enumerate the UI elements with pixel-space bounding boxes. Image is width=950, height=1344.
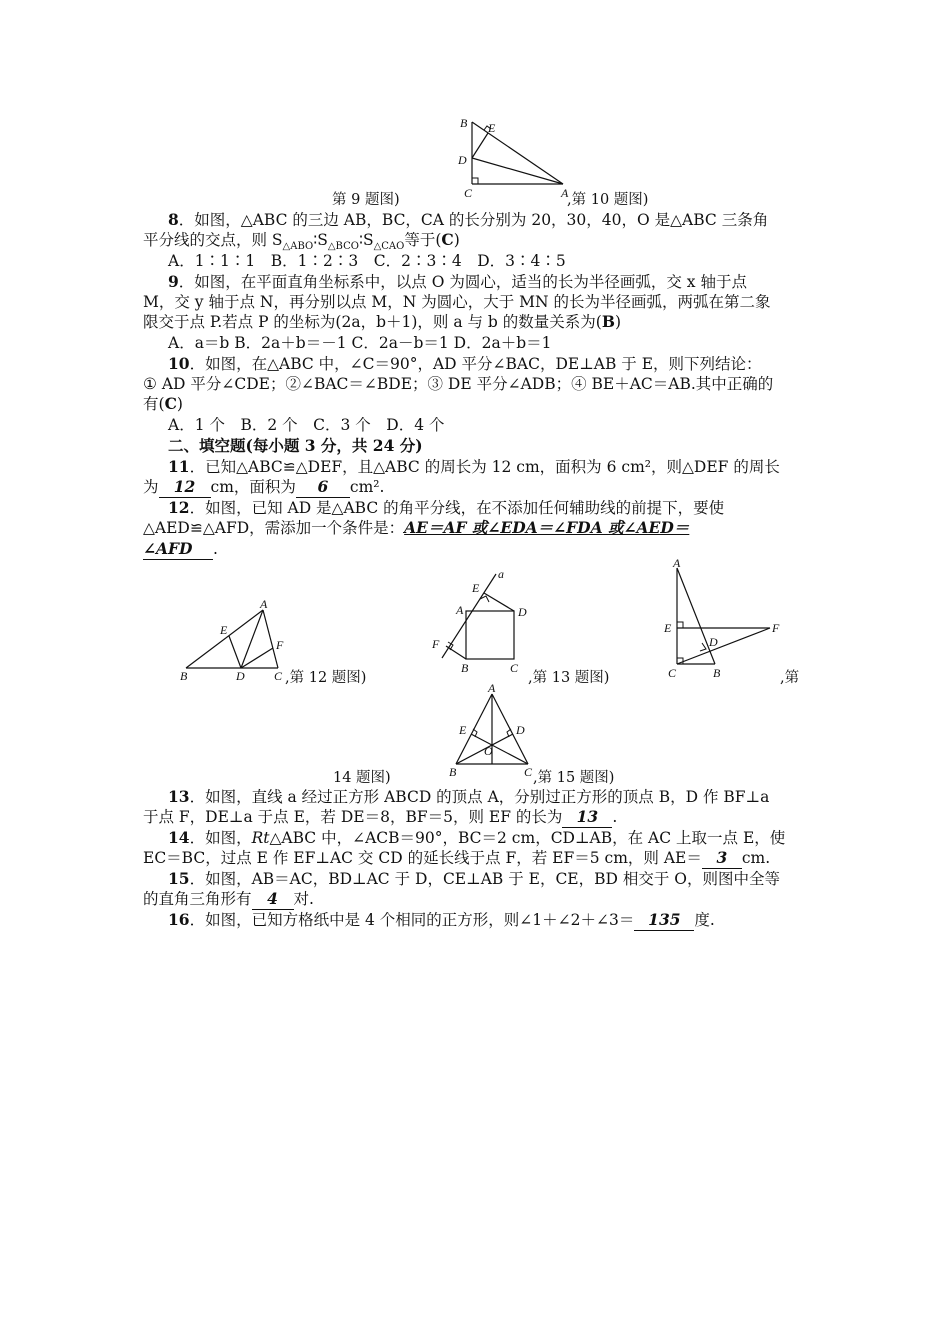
label-c: C (464, 186, 473, 200)
q9-line1: 9．如图，在平面直角坐标系中，以点 O 为圆心，适当的长为半径画弧，交 x 轴于点 (168, 272, 747, 291)
label-d: D (236, 669, 245, 683)
q11-line1: 11．已知△ABC≌△DEF，且△ABC 的周长为 12 cm，面积为 6 cm²，则△DEF 的周长 (168, 457, 780, 476)
label-a-line: a (498, 567, 504, 581)
right-angle-mark-f (448, 642, 453, 650)
q12-answer-part2: ∠AFD (143, 539, 213, 560)
label-d: D (516, 723, 525, 737)
label-a: A (561, 186, 569, 200)
caption-q9: 第 9 题图) (332, 192, 400, 208)
q11-answer-perimeter: 12 (159, 477, 211, 498)
caption-q10: ,第 10 题图) (567, 192, 649, 208)
section-2-heading: 二、填空题(每小题 3 分，共 24 分) (168, 436, 423, 455)
label-b: B (460, 116, 468, 130)
figure-q15 (446, 682, 546, 782)
q13-answer: 13 (562, 807, 612, 828)
square-abcd (466, 611, 514, 659)
q10-options: A．1 个 B．2 个 C．3 个 D．4 个 (168, 416, 445, 434)
label-c: C (510, 661, 519, 675)
q8-line2: 平分线的交点，则 $S_{\triangle ABO}∶S_{\triangle BCO}∶S_{\triangle CAO}$等于(C) (143, 230, 460, 253)
q13-line2: 于点 F，DE⊥a 于点 E，若 DE＝8，BF＝5，则 EF 的长为 13 . (143, 807, 618, 826)
right-angle-mark-c (472, 178, 478, 184)
q13-line1: 13．如图，直线 a 经过正方形 ABCD 的顶点 A，分别过正方形的顶点 B，D 作 BF⊥a (168, 787, 770, 806)
label-o: O (484, 744, 493, 758)
segment-ad (472, 158, 563, 184)
figure-q14 (660, 556, 790, 686)
label-e: E (664, 621, 672, 635)
caption-q12: ,第 12 题图) (285, 670, 367, 686)
q11-answer-area: 6 (296, 477, 350, 498)
segment-de (229, 636, 241, 668)
label-b: B (461, 661, 469, 675)
q12-line2: △AED≌△AFD，需添加一个条件是：AE＝AF 或∠EDA＝∠FDA 或∠AED＝ (143, 518, 690, 537)
right-angle-mark-d (700, 643, 706, 651)
q8-answer: C (441, 230, 454, 249)
figure-q12 (178, 598, 298, 683)
label-d: D (518, 605, 527, 619)
q12-answer-part1: AE＝AF 或∠EDA＝∠FDA 或∠AED＝ (404, 518, 690, 537)
label-a: A (488, 681, 496, 695)
segment-ab (677, 568, 715, 664)
segment-de (472, 133, 488, 158)
label-c: C (274, 669, 283, 683)
label-d: D (458, 153, 467, 167)
q9-options: A．a＝b B．2a＋b＝－1 C．2a－b＝1 D．2a＋b＝1 (168, 334, 552, 352)
label-b: B (180, 669, 188, 683)
caption-q15: ,第 15 题图) (533, 770, 615, 786)
label-b: B (713, 666, 721, 680)
q12-line1: 12．如图，已知 AD 是△ABC 的角平分线，在不添加任何辅助线的前提下，要使 (168, 498, 725, 517)
q8-options: A．1∶1∶1 B．1∶2∶3 C．2∶3∶4 D．3∶4∶5 (168, 252, 566, 270)
q15-answer: 4 (252, 889, 294, 910)
label-e: E (459, 723, 467, 737)
figure-q10 (455, 112, 575, 200)
label-f: F (276, 638, 284, 652)
label-f: F (432, 637, 440, 651)
label-a: A (673, 556, 681, 570)
q10-line3: 有(C) (143, 394, 183, 413)
caption-q14-part1: ,第 (780, 670, 800, 686)
label-c: C (524, 765, 533, 779)
figure-q13 (428, 566, 538, 681)
label-b: B (449, 765, 457, 779)
q9-line2: M，交 y 轴于点 N，再分别以点 M，N 为圆心，大于 MN 的长为半径画弧，两弧在第二象 (143, 293, 771, 311)
q15-line1: 15．如图，AB＝AC，BD⊥AC 于 D，CE⊥AB 于 E，CE，BD 相交于 O，则图中全等 (168, 869, 781, 888)
q10-line2: ① AD 平分∠CDE；②∠BAC＝∠BDE；③ DE 平分∠ADB；④ BE＋AC＝AB.其中正确的 (143, 375, 774, 393)
q10-line1: 10．如图，在△ABC 中，∠C＝90°，AD 平分∠BAC，DE⊥AB 于 E，则下列结论： (168, 354, 762, 373)
q9-line3: 限交于点 P.若点 P 的坐标为(2a，b＋1)，则 a 与 b 的数量关系为(B) (143, 312, 621, 331)
label-e: E (488, 121, 496, 135)
caption-q13: ,第 13 题图) (528, 670, 610, 686)
label-f: F (772, 621, 780, 635)
q16-line1: 16．如图，已知方格纸中是 4 个相同的正方形，则∠1＋∠2＋∠3＝ 135 度. (168, 910, 715, 929)
q15-line2: 的直角三角形有 4 对. (143, 889, 314, 908)
q14-line1: 14．如图，Rt△ABC 中，∠ACB＝90°，BC＝2 cm，CD⊥AB，在 AC 上取一点 E，使 (168, 828, 786, 847)
q12-line3: ∠AFD . (143, 539, 218, 558)
label-e: E (220, 623, 228, 637)
q11-line2: 为 12 cm，面积为 6 cm². (143, 477, 385, 496)
q8-line1: 8．如图，△ABC 的三边 AB，BC，CA 的长分别为 20，30，40，O 是△ABC 三条角 (168, 210, 769, 229)
segment-bf (446, 646, 466, 659)
segment-df (241, 648, 273, 668)
label-d: D (709, 635, 718, 649)
segment-ce (471, 734, 528, 764)
line-a (442, 574, 496, 658)
label-a: A (260, 597, 268, 611)
right-angle-mark-e (677, 622, 683, 628)
q14-answer: 3 (702, 848, 742, 869)
q14-line2: EC＝BC，过点 E 作 EF⊥AC 交 CD 的延长线于点 F，若 EF＝5 cm，则 AE＝ 3 cm. (143, 848, 771, 867)
caption-q14-part2: 14 题图) (333, 770, 391, 786)
q16-answer: 135 (634, 910, 694, 931)
segment-ab (472, 122, 563, 184)
q10-answer: C (164, 394, 177, 413)
label-a: A (456, 603, 464, 617)
label-c: C (668, 666, 677, 680)
q9-answer: B (601, 312, 615, 331)
label-e: E (472, 581, 480, 595)
segment-cf (677, 628, 770, 664)
